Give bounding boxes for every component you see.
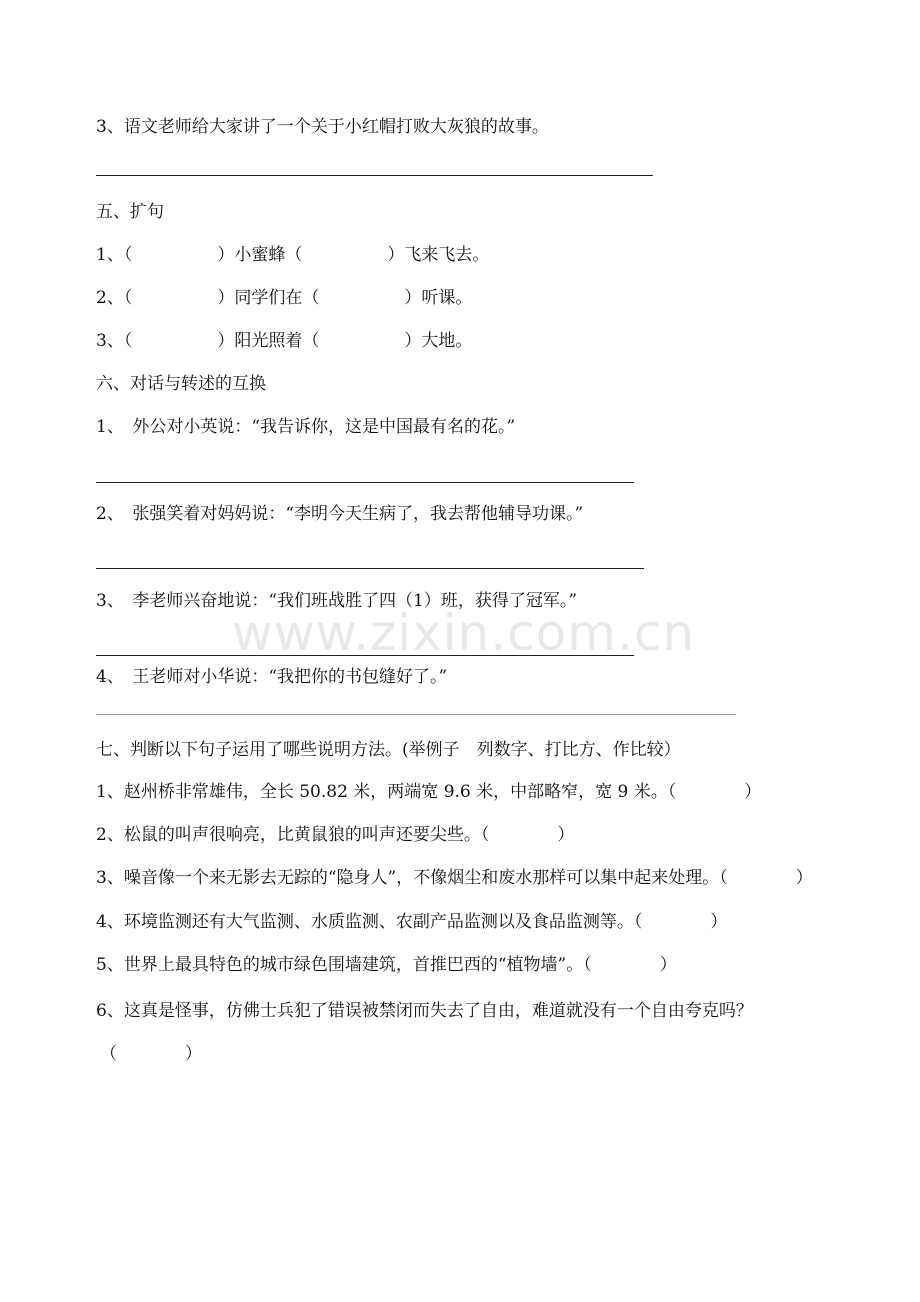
method-item-5: 5、世界上最具特色的城市绿色围墙建筑，首推巴西的“植物墙”。（ ） (96, 955, 677, 975)
dialogue-item-4: 4、 王老师对小华说：“我把你的书包缝好了。” (96, 667, 448, 687)
method-item-3: 3、噪音像一个来无影去无踪的“隐身人”，不像烟尘和废水那样可以集中起来处理。（ ） (96, 868, 813, 888)
dialogue-item-2: 2、 张强笑着对妈妈说：“李明今天生病了，我去帮他辅导功课。” (96, 504, 584, 524)
method-item-2: 2、松鼠的叫声很响亮，比黄鼠狼的叫声还要尖些。（ ） (96, 825, 575, 845)
answer-line (96, 482, 634, 483)
answer-line (96, 568, 644, 569)
expand-item-1: 1、（ ）小蜜蜂（ ）飞来飞去。 (96, 245, 490, 265)
expand-item-2: 2、（ ）同学们在（ ）听课。 (96, 288, 473, 308)
answer-line (96, 175, 653, 176)
watermark: www.zixin.com.cn (232, 604, 696, 662)
answer-line (96, 714, 736, 715)
section-6-heading: 六、对话与转述的互换 (96, 374, 266, 394)
method-item-4: 4、环境监测还有大气监测、水质监测、农副产品监测以及食品监测等。（ ） (96, 912, 728, 932)
dialogue-item-3: 3、 李老师兴奋地说：“我们班战胜了四（1）班，获得了冠军。” (96, 591, 578, 611)
method-item-6: 6、这真是怪事，仿佛士兵犯了错误被禁闭而失去了自由，难道就没有一个自由夸克吗？ (96, 1001, 753, 1021)
expand-item-3: 3、（ ）阳光照着（ ）大地。 (96, 331, 473, 351)
section-5-heading: 五、扩句 (96, 202, 164, 222)
method-item-1: 1、赵州桥非常雄伟，全长 50.82 米，两端宽 9.6 米，中部略窄，宽 9 米。（ ） (96, 782, 762, 802)
question-3-text: 3、语文老师给大家讲了一个关于小红帽打败大灰狼的故事。 (96, 117, 549, 137)
method-item-6-blank: （ ） (100, 1044, 202, 1064)
dialogue-item-1: 1、 外公对小英说：“我告诉你，这是中国最有名的花。” (96, 417, 516, 437)
section-7-heading: 七、判断以下句子运用了哪些说明方法。(举例子 列数字、打比方、作比较） (96, 740, 681, 760)
